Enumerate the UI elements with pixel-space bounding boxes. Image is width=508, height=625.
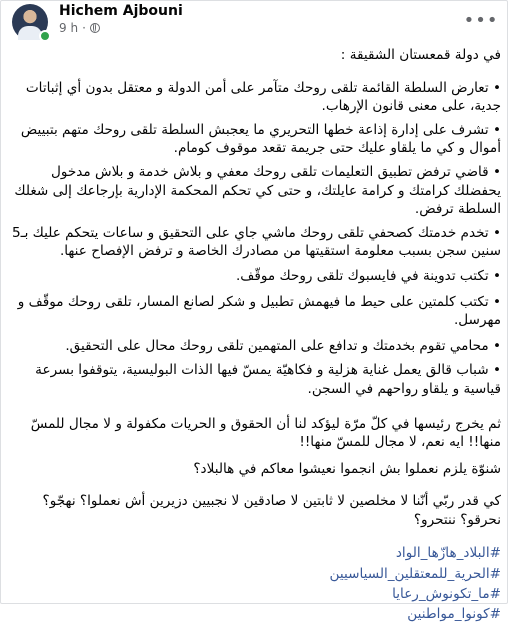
bullet-item: • تعارض السلطة القائمة تلقى روحك متآمر على أمن الدولة و معتقل بدون أي إثباتات جدية، على معنى قانون الإرهاب. [25, 79, 501, 115]
globe-icon[interactable] [90, 23, 100, 33]
hashtag-link[interactable]: #البلاد_هازّها_الواد [395, 545, 501, 562]
post-intro: في دولة قمعستان الشقيقة : [340, 47, 501, 63]
bullet-item: • تخدم خدمتك كصحفي تلقى روحك ماشي جاي على التحقيق و ساعات يتحكم عليك بـ5 سنين سجن بسبب معلومة استقيتها من مصادرك الخاصة و ترفض الإفصاح عنها. [11, 224, 501, 260]
bullet-item: • قاضي ترفض تطبيق التعليمات تلقى روحك معفي و بلاش خدمة و بلاش مدخول يحفضلك كرامتك و كرامة عايلتك، و حتى كي تحكم المحكمة الإدارية بإرجاعك إلى شغلك السلطة ترفض. [14, 163, 501, 218]
post-body [11, 38, 501, 625]
post-question: كي قدر ربّي أنّنا لا مخلصين لا ثابتين لا صادقين لا نجبيين دزيرين أش نعملوا؟ نهجّو؟ نحرقو؟ ننتحرو؟ [42, 493, 501, 528]
more-options-icon[interactable]: ••• [463, 9, 499, 31]
post-outro: ثم يخرج رئيسها في كلّ مرّة ليؤكد لنا أن الحقوق و الحريات مكفولة و لا مجال للمسّ منها!! ايه نعم، لا مجال للمسّ منها!! [30, 415, 501, 451]
bullet-item: • محامي تقوم بخدمتك و تدافع على المتهمين تلقى روحك محال على التحقيق. [65, 337, 501, 354]
post-question: شنوّة يلزم نعملوا بش انجموا نعيشوا معاكم في هالبلاد؟ [193, 460, 501, 477]
bullet-item: • شباب قالق يعمل غناية هزلية و فكاهيّة يمسّ فيها الذات البوليسية، يتوقفوا بسرعة قياسية و يلقاو رواحهم في السجن. [35, 362, 501, 397]
hashtag-list [11, 544, 501, 623]
bullet-item: • تكتب تدوينة في فايسبوك تلقى روحك موقّف. [235, 267, 501, 284]
hashtag-link[interactable]: #ما_تكونوش_رعايا [392, 585, 501, 602]
bullet-item: • تشرف على إدارة إذاعة خطها التحريري ما يعجبش السلطة تلقى روحك متهم بتبييض أموال و كي ما يلقاو عليك حتى جريمة تقعد موقوف كومام. [20, 121, 501, 157]
meta-separator: · [82, 21, 86, 35]
post-time[interactable]: 9 h [59, 21, 79, 35]
hashtag-link[interactable]: #كونوا_مواطنين [407, 605, 501, 622]
post-meta [59, 21, 100, 35]
hashtag-link[interactable]: #الحرية_للمعتقلين_السياسيين [329, 565, 501, 582]
author-name[interactable]: Hichem Ajbouni [59, 3, 183, 19]
bullet-item: • تكتب كلمتين على حيط ما فيهمش تطبيل و شكر لصانع المسار، تلقى روحك موقّف و مهرسل. [17, 293, 501, 329]
